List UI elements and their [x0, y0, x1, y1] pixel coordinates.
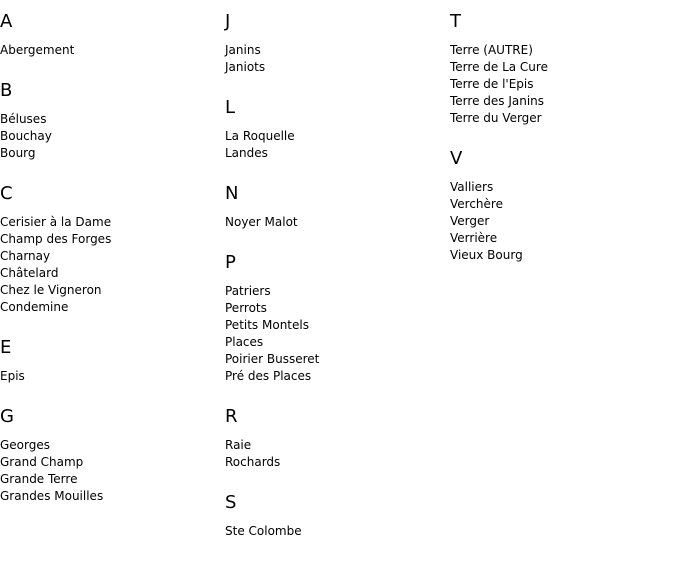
list-item[interactable]: Condemine	[0, 300, 69, 314]
letter-group	[0, 407, 111, 505]
letter-group	[225, 493, 319, 540]
list-item[interactable]: Valliers	[450, 180, 494, 194]
item-list	[0, 214, 111, 316]
item-list	[450, 42, 548, 127]
list-item[interactable]: Verger	[450, 214, 490, 228]
list-item[interactable]: Epis	[0, 369, 25, 383]
item-list	[225, 128, 319, 162]
list-item[interactable]: Charnay	[0, 249, 51, 263]
list-item[interactable]: Verchère	[450, 197, 503, 211]
letter-group	[225, 184, 319, 231]
item-list	[0, 42, 111, 59]
letter-heading: E	[0, 337, 12, 358]
list-item[interactable]: Petits Montels	[225, 318, 309, 332]
letter-group	[0, 12, 111, 59]
letter-group	[0, 338, 111, 385]
item-list	[225, 437, 319, 471]
list-item[interactable]: Places	[225, 335, 264, 349]
letter-group	[450, 149, 548, 264]
letter-group	[225, 407, 319, 471]
list-item[interactable]: Chez le Vigneron	[0, 283, 102, 297]
letter-group	[225, 12, 319, 76]
letter-heading: V	[450, 148, 463, 169]
index-column	[0, 0, 111, 527]
list-item[interactable]: Terre de l'Epis	[450, 77, 534, 91]
letter-heading: A	[0, 11, 13, 32]
list-item[interactable]: La Roquelle	[225, 129, 295, 143]
list-item[interactable]: Terre du Verger	[450, 111, 542, 125]
letter-heading: J	[225, 11, 231, 32]
list-item[interactable]: Rochards	[225, 455, 281, 469]
item-list	[0, 437, 111, 505]
item-list	[225, 523, 319, 540]
letter-group	[225, 253, 319, 385]
letter-group	[0, 184, 111, 316]
list-item[interactable]: Poirier Busseret	[225, 352, 320, 366]
list-item[interactable]: Verrière	[450, 231, 498, 245]
letter-heading: N	[225, 183, 239, 204]
list-item[interactable]: Abergement	[0, 43, 75, 57]
letter-group	[450, 12, 548, 127]
index-column	[450, 0, 548, 286]
list-item[interactable]: Ste Colombe	[225, 524, 302, 538]
list-item[interactable]: Grand Champ	[0, 455, 84, 469]
list-item[interactable]: Béluses	[0, 112, 47, 126]
letter-heading: R	[225, 406, 238, 427]
list-item[interactable]: Terre (AUTRE)	[450, 43, 533, 57]
list-item[interactable]: Noyer Malot	[225, 215, 298, 229]
item-list	[0, 368, 111, 385]
list-item[interactable]: Bouchay	[0, 129, 52, 143]
list-item[interactable]: Georges	[0, 438, 50, 452]
list-item[interactable]: Bourg	[0, 146, 36, 160]
list-item[interactable]: Patriers	[225, 284, 271, 298]
letter-heading: S	[225, 492, 237, 513]
list-item[interactable]: Grandes Mouilles	[0, 489, 104, 503]
letter-heading: C	[0, 183, 13, 204]
list-item[interactable]: Champ des Forges	[0, 232, 112, 246]
item-list	[225, 214, 319, 231]
list-item[interactable]: Pré des Places	[225, 369, 312, 383]
list-item[interactable]: Châtelard	[0, 266, 59, 280]
item-list	[0, 111, 111, 162]
list-item[interactable]: Terre de La Cure	[450, 60, 548, 74]
letter-heading: T	[450, 11, 461, 32]
list-item[interactable]: Terre des Janins	[450, 94, 545, 108]
letter-heading: P	[225, 252, 236, 273]
item-list	[225, 42, 319, 76]
list-item[interactable]: Perrots	[225, 301, 267, 315]
list-item[interactable]: Janins	[225, 43, 261, 57]
item-list	[225, 283, 319, 385]
letter-heading: L	[225, 97, 236, 118]
index-column	[225, 0, 319, 562]
list-item[interactable]: Landes	[225, 146, 268, 160]
letter-heading: B	[0, 80, 13, 101]
letter-heading: G	[0, 406, 14, 427]
list-item[interactable]: Cerisier à la Dame	[0, 215, 112, 229]
list-item[interactable]: Grande Terre	[0, 472, 78, 486]
list-item[interactable]: Janiots	[225, 60, 266, 74]
letter-group	[0, 81, 111, 162]
list-item[interactable]: Raie	[225, 438, 252, 452]
list-item[interactable]: Vieux Bourg	[450, 248, 523, 262]
letter-group	[225, 98, 319, 162]
item-list	[450, 179, 548, 264]
